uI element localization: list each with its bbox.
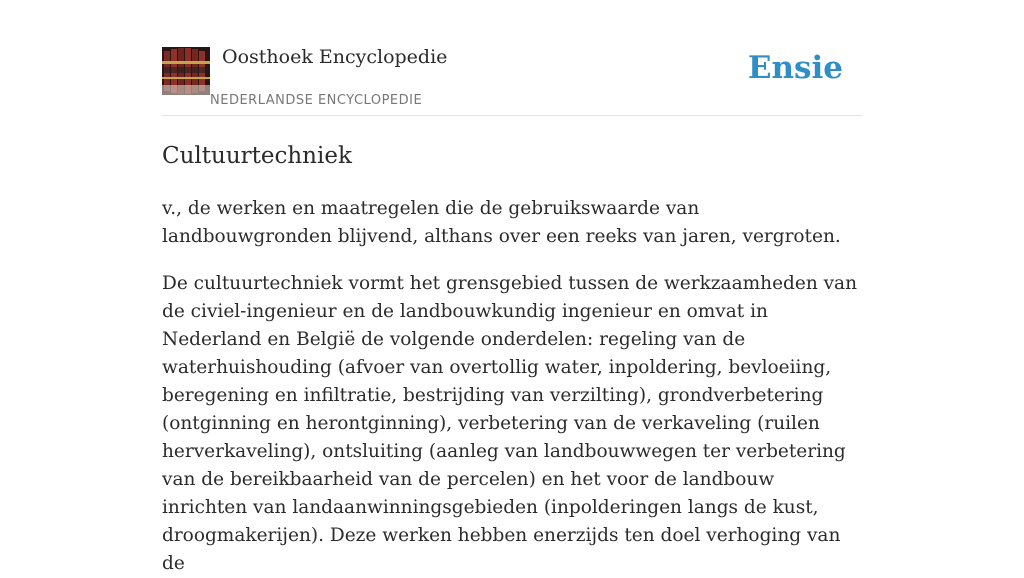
page: [162, 0, 862, 578]
encyclopedia-books-icon[interactable]: [162, 47, 210, 95]
source-header: [162, 0, 862, 116]
entry-paragraph: De cultuurtechniek vormt het grensgebied tussen de werkzaamheden van de civiel-ingenieur en de landbouwkundig ingenieur en omvat in Nederland en België de volgende onderdelen: regeling van de waterhuishouding (afvoer van overtollig water, inpoldering, bevloeiing, beregening en infiltratie, bestrijding van verzilting), grondverbetering (ontginning en herontginning), verbetering van de verkaveling (ruilen herverkaveling), ontsluiting (aanleg van landbouwwegen ter verbetering van de bereikbaarheid van de percelen) en het voor de landbouw inrichten van landaanwinningsgebieden (inpolderingen langs de kust, droogmakerijen). Deze werken hebben enerzijds ten doel verhoging van de: [162, 273, 858, 574]
entry-title: Cultuurtechniek: [162, 143, 352, 169]
source-subtitle: NEDERLANDSE ENCYCLOPEDIE: [210, 93, 423, 108]
entry-body: [162, 195, 862, 578]
source-title[interactable]: Oosthoek Encyclopedie: [222, 46, 448, 68]
entry-paragraph: v., de werken en maatregelen die de gebruikswaarde van landbouwgronden blijvend, althans over een reeks van jaren, vergroten.: [162, 198, 841, 247]
brand-logo[interactable]: Ensie: [747, 50, 843, 86]
